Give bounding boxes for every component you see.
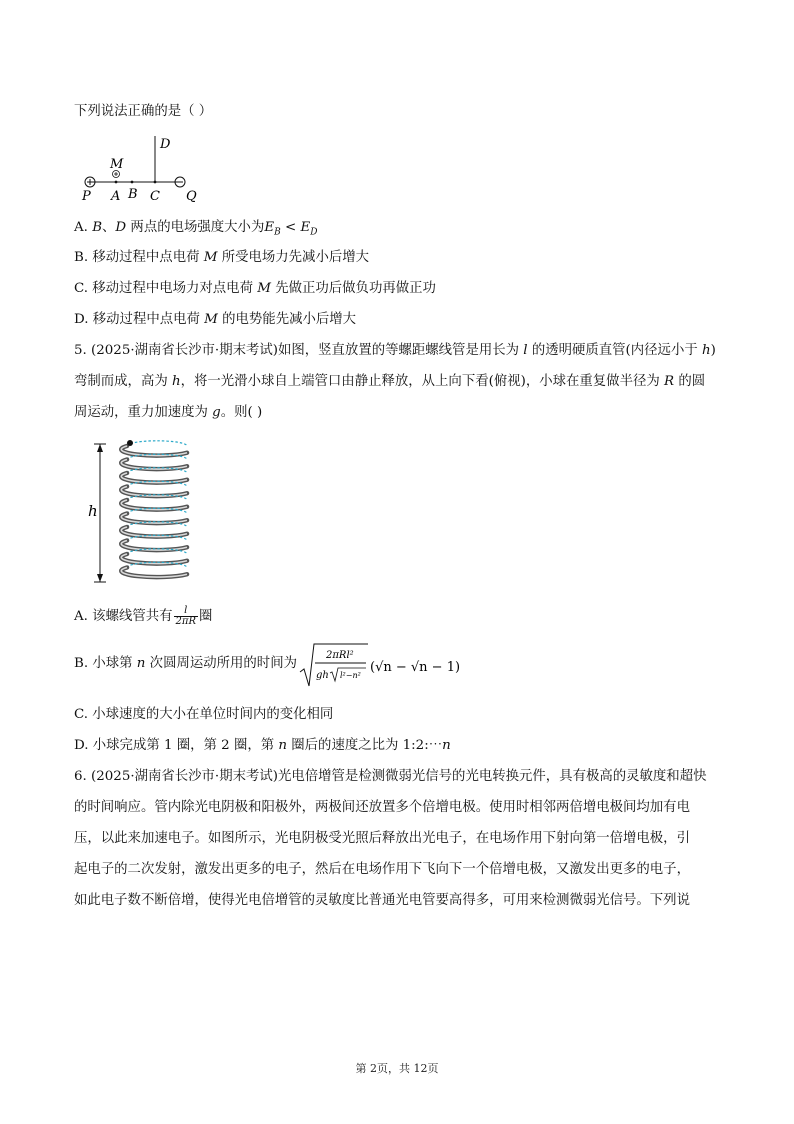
q5-option-b: B. 小球第 n 次圆周运动所用的时间为 xyxy=(74,656,297,671)
q5-helix-figure xyxy=(82,436,202,586)
q4-option-c: C. 移动过程中电场力对点电荷 M 先做正功后做负功再做正功 xyxy=(74,281,436,296)
label-c: C xyxy=(150,189,160,204)
q6-line-4: 起电子的二次发射，激发出更多的电子，然后在电场作用下飞向下一个倍增电极，又激发出更多的电子， xyxy=(74,862,690,877)
q5-option-d: D. 小球完成第 1 圈，第 2 圈，第 n 圈后的速度之比为 1:2:⋯n xyxy=(74,738,451,753)
label-h: h xyxy=(88,502,98,520)
label-d: D xyxy=(160,137,171,152)
q4-field-figure xyxy=(80,132,210,204)
label-m: M xyxy=(110,157,124,172)
q5-option-b-formula xyxy=(298,642,468,690)
q6-line-3: 压，以此来加速电子。如图所示，光电阴极受光照后释放出光电子，在电场作用下射向第一倍增电极，引 xyxy=(74,831,690,846)
q5-stem-line-3: 周运动，重力加速度为 g。则( ) xyxy=(74,405,263,420)
q6-line-2: 的时间响应。管内除光电阴极和阳极外，两极间还放置多个倍增电极。使用时相邻两倍增电极间均加有电 xyxy=(74,800,690,815)
q4-stem-end: 下列说法正确的是（ ） xyxy=(74,104,213,119)
q5-option-c: C. 小球速度的大小在单位时间内的变化相同 xyxy=(74,707,334,722)
q5-option-a: A. 该螺线管共有 $\frac{l}{2\pi R}$ 圈 xyxy=(74,605,213,627)
q4-option-a: A. B、D 两点的电场强度大小为$E_B < E_D$ xyxy=(74,220,318,238)
svg-text:(√n − √n − 1): (√n − √n − 1) xyxy=(370,660,461,675)
q6-line-1: 6. (2025·湖南省长沙市·期末考试)光电倍增管是检测微弱光信号的光电转换元件，具有极高的灵敏度和超快 xyxy=(74,769,707,784)
label-a: A xyxy=(111,189,121,204)
label-b: B xyxy=(128,187,138,202)
q6-line-5: 如此电子数不断倍增，使得光电倍增管的灵敏度比普通光电管要高得多，可用来检测微弱光信号。下列说 xyxy=(74,893,690,908)
q4-option-b: B. 移动过程中点电荷 M 所受电场力先减小后增大 xyxy=(74,250,370,265)
label-q: Q xyxy=(186,189,197,204)
label-p: P xyxy=(82,189,91,204)
coil-back xyxy=(127,441,187,446)
ball xyxy=(127,440,133,446)
page-footer: 第 2页，共 12页 xyxy=(355,1062,439,1075)
q5-stem-line-2: 弯制而成，高为 h，将一光滑小球自上端管口由静止释放，从上向下看(俯视)，小球在重复做半径为 R 的圆 xyxy=(74,374,706,389)
svg-text:gh: gh xyxy=(316,670,329,681)
q4-option-d: D. 移动过程中点电荷 M 的电势能先减小后增大 xyxy=(74,312,357,327)
q5-stem-line-1: 5. (2025·湖南省长沙市·期末考试)如图，竖直放置的等螺距螺线管是用长为 l 的透明硬质直管(内径远小于 h) xyxy=(74,343,716,358)
svg-text:2πRl²: 2πRl² xyxy=(326,650,354,661)
svg-text:l²−n²: l²−n² xyxy=(340,671,361,680)
helix-coils xyxy=(121,441,187,577)
